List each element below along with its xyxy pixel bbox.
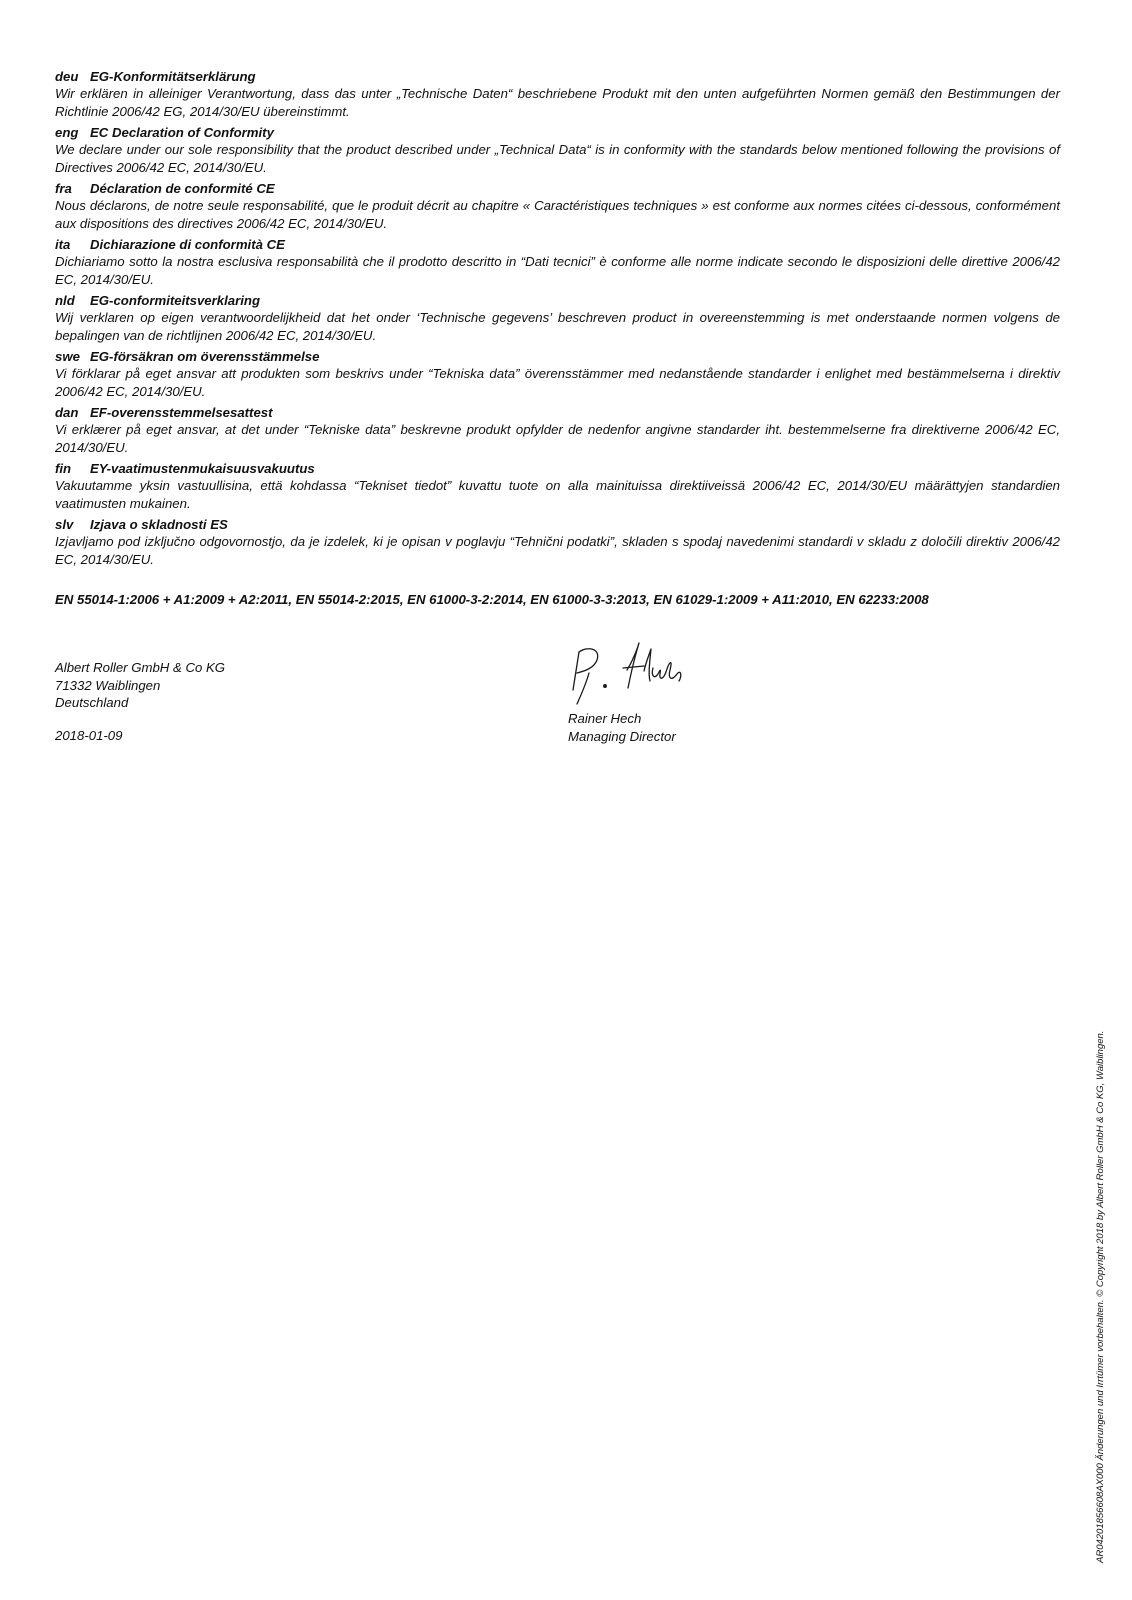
declaration-slv	[55, 516, 1060, 568]
declaration-eng	[55, 124, 1060, 176]
declaration-text: Nous déclarons, de notre seule responsabilité, que le produit décrit au chapitre « Caractéristiques techniques » est conforme aux normes citées ci-dessous, conformément aux dispositions des directives 2006/42 EC, 2014/30/EU.	[55, 198, 1060, 231]
declaration-title: Izjava o skladnosti ES	[90, 517, 228, 532]
declaration-swe	[55, 348, 1060, 400]
declarations-list	[55, 68, 1060, 572]
declaration-heading	[55, 516, 1060, 533]
company-city: 71332 Waiblingen	[55, 677, 161, 693]
declaration-text: Dichiariamo sotto la nostra esclusiva responsabilità che il prodotto descritto in “Dati tecnici” è conforme alle norme indicate secondo le disposizioni delle direttive 2006/42 EC, 2014/30/EU.	[55, 254, 1060, 287]
declaration-heading	[55, 460, 1060, 477]
language-code: dan	[55, 405, 79, 420]
declaration-dan	[55, 404, 1060, 456]
declaration-title: EG-Konformitätserklärung	[90, 69, 256, 84]
declaration-text: Izjavljamo pod izključno odgovornostjo, da je izdelek, ki je opisan v poglavju “Tehnični podatki”, skladen s spodaj navedenimi standardi v skladu z določili direktiv 2006/42 EC, 2014/30/EU.	[55, 534, 1060, 567]
language-code: slv	[55, 517, 74, 532]
standards-list: EN 55014-1:2006 + A1:2009 + A2:2011, EN 55014-2:2015, EN 61000-3-2:2014, EN 61000-3-3:2013, EN 61029-1:2009 + A11:2010, EN 62233:2008	[55, 592, 929, 607]
declaration-heading	[55, 124, 1060, 141]
declaration-title: EF-overensstemmelsesattest	[90, 405, 273, 420]
declaration-title: EG-conformiteitsverklaring	[90, 293, 261, 308]
language-code: eng	[55, 125, 79, 140]
declaration-text: Vi förklarar på eget ansvar att produkten som beskrivs under “Tekniska data” överensstämmer med nedanstående standarder i enlighet med bestämmelserna i direktiv 2006/42 EC, 2014/30/EU.	[55, 366, 1060, 399]
declaration-text: We declare under our sole responsibility that the product described under „Technical Data“ is in conformity with the standards below mentioned following the provisions of Directives 2006/42 EC, 2014/30/EU.	[55, 142, 1060, 175]
declaration-title: EC Declaration of Conformity	[90, 125, 274, 140]
declaration-heading	[55, 348, 1060, 365]
document-date: 2018-01-09	[55, 728, 123, 743]
declaration-fin	[55, 460, 1060, 512]
declaration-heading	[55, 292, 1060, 309]
handwritten-signature	[565, 640, 695, 710]
declaration-text: Vakuutamme yksin vastuullisina, että kohdassa “Tekniset tiedot” kuvattu tuote on alla mainituissa direktiiveissä 2006/42 EC, 2014/30/EU määrättyjen standardien vaatimusten mukainen.	[55, 478, 1060, 511]
declaration-text: Wir erklären in alleiniger Verantwortung, dass das unter „Technische Daten“ beschriebene Produkt mit den unten aufgeführten Normen gemäß den Bestimmungen der Richtlinie 2006/42 EG, 2014/30/EU übereinstimmt.	[55, 86, 1060, 119]
language-code: swe	[55, 349, 80, 364]
declaration-heading	[55, 180, 1060, 197]
declaration-heading	[55, 236, 1060, 253]
language-code: ita	[55, 237, 71, 252]
signer-name: Rainer Hech	[568, 711, 642, 726]
signer-block	[568, 710, 676, 745]
copyright-note: AR04201856608AX000 Änderungen und Irrtümer vorbehalten. © Copyright 2018 by Albert Roller GmbH & Co KG, Waiblingen.	[1095, 1030, 1106, 1563]
language-code: nld	[55, 293, 75, 308]
declaration-deu	[55, 68, 1060, 120]
declaration-title: EG-försäkran om överensstämmelse	[90, 349, 320, 364]
declaration-heading	[55, 68, 1060, 85]
company-name: Albert Roller GmbH & Co KG	[55, 660, 226, 675]
company-country: Deutschland	[55, 695, 129, 710]
language-code: fin	[55, 461, 72, 476]
company-address	[55, 659, 225, 712]
declaration-title: Déclaration de conformité CE	[90, 181, 275, 196]
declaration-heading	[55, 404, 1060, 421]
declaration-text: Vi erklærer på eget ansvar, at det under “Tekniske data” beskrevne produkt opfylder de nedenfor angivne standarder iht. bestemmelserne fra direktiverne 2006/42 EC, 2014/30/EU.	[55, 422, 1060, 455]
declaration-ita	[55, 236, 1060, 288]
language-code: deu	[55, 69, 79, 84]
declaration-title: Dichiarazione di conformità CE	[90, 237, 285, 252]
signer-role: Managing Director	[568, 728, 676, 744]
declaration-title: EY-vaatimustenmukaisuusvakuutus	[90, 461, 315, 476]
declaration-text: Wij verklaren op eigen verantwoordelijkheid dat het onder ‘Technische gegevens’ beschreven product in overeenstemming is met onderstaande normen volgens de bepalingen van de richtlijnen 2006/42 EC, 2014/30/EU.	[55, 310, 1060, 343]
language-code: fra	[55, 181, 72, 196]
declaration-fra	[55, 180, 1060, 232]
declaration-nld	[55, 292, 1060, 344]
